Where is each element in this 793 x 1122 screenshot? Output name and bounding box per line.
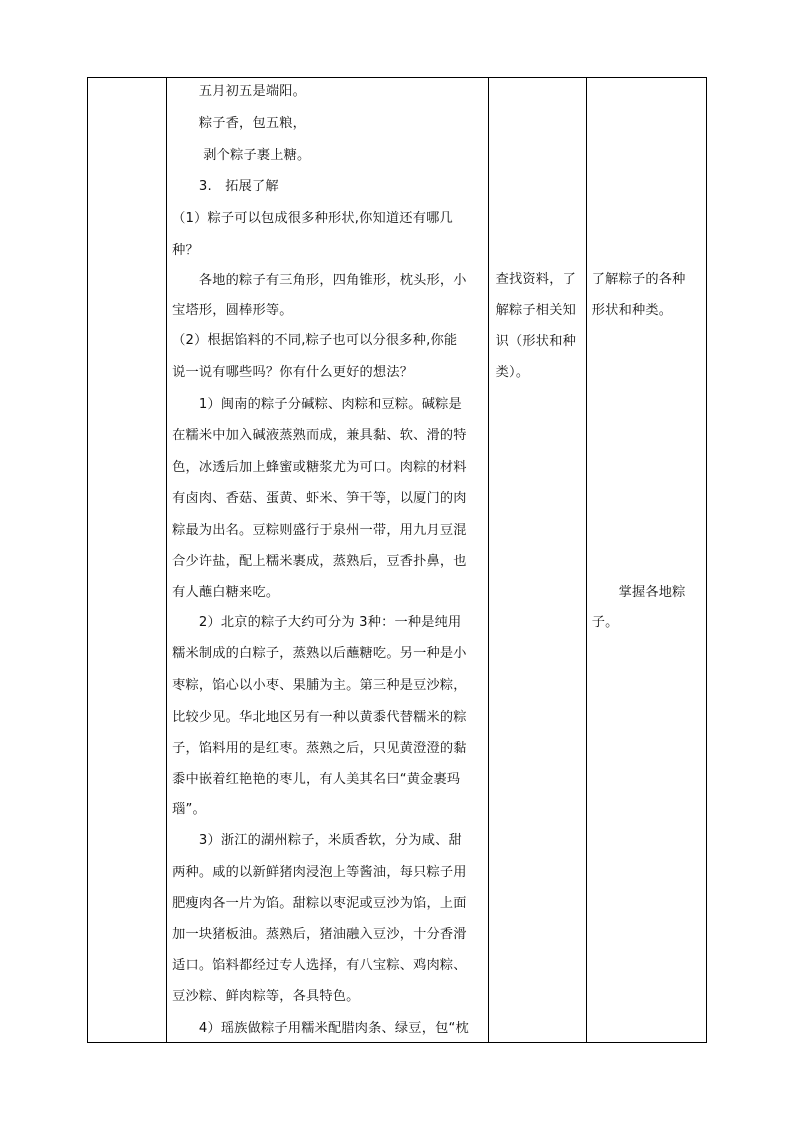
- intent-line: 了解粽子的各种: [591, 272, 686, 287]
- content-line: 糯米制成的白粽子，蒸熟以后蘸糖吃。另一种是小: [172, 646, 467, 661]
- teaching-content-cell: [167, 78, 489, 1043]
- content-line: 粽最为出名。豆粽则盛行于泉州一带，用九月豆混: [172, 523, 467, 538]
- content-line: 豆沙粽、鲜肉粽等，各具特色。: [172, 989, 360, 1004]
- content-line: 加一块猪板油。蒸熟后，猪油融入豆沙，十分香滑: [172, 927, 467, 942]
- content-line: 粽子香，包五粮，: [172, 116, 306, 131]
- content-line: 4）瑶族做粽子用糯米配腊肉条、绿豆，包“枕: [172, 1021, 469, 1036]
- content-line: 子，馅料用的是红枣。蒸熟之后，只见黄澄澄的黏: [172, 741, 467, 756]
- activity-line: 解粽子相关知: [495, 303, 576, 318]
- content-line: 五月初五是端阳。: [172, 84, 306, 99]
- activity-line: 查找资料，了: [495, 272, 576, 287]
- content-line: 1）闽南的粽子分碱粽、肉粽和豆粽。碱粽是: [172, 397, 462, 412]
- student-activity-cell: [488, 78, 586, 1043]
- content-line: 3）浙江的湖州粽子，米质香软，分为咸、甜: [172, 833, 462, 848]
- content-line: （2）根据馅料的不同,粽子也可以分很多种,你能: [172, 333, 458, 348]
- content-line: 枣粽，馅心以小枣、果脯为主。第三种是豆沙粽，: [172, 678, 467, 693]
- lesson-plan-table: [87, 77, 707, 1043]
- content-line: 种？: [172, 243, 199, 258]
- content-line: 合少许盐，配上糯米裹成，蒸熟后，豆香扑鼻，也: [172, 554, 467, 569]
- stage-cell: [88, 78, 167, 1043]
- content-line: 两种。咸的以新鲜猪肉浸泡上等酱油，每只粽子用: [172, 865, 467, 880]
- content-line: 在糯米中加入碱液蒸熟而成，兼具黏、软、滑的特: [172, 428, 467, 443]
- content-line: 剥个粽子裹上糖。: [172, 148, 311, 163]
- intent-line: 掌握各地粽: [591, 585, 686, 600]
- content-line: 有卤肉、香菇、蛋黄、虾米、笋干等，以厦门的肉: [172, 491, 467, 506]
- content-line: （1）粽子可以包成很多种形状,你知道还有哪几: [172, 211, 453, 226]
- content-line: 色，冰透后加上蜂蜜或糖浆尤为可口。肉粽的材料: [172, 460, 467, 475]
- content-line: 各地的粽子有三角形，四角锥形，枕头形，小: [172, 273, 467, 288]
- intent-line: 形状和种类。: [591, 303, 673, 318]
- content-line: 2）北京的粽子大约可分为 3种：一种是纯用: [172, 615, 462, 630]
- design-intent-cell: [586, 78, 706, 1043]
- activity-line: 类）。: [495, 365, 530, 380]
- content-line: 适口。馅料都经过专人选择，有八宝粽、鸡肉粽、: [172, 958, 467, 973]
- content-line: 瑙”。: [172, 802, 206, 817]
- content-line: 宝塔形，圆棒形等。: [172, 303, 293, 318]
- intent-line: 子。: [591, 615, 619, 630]
- content-line: 3. 拓展了解: [172, 179, 279, 194]
- activity-line: 识（形状和种: [495, 334, 576, 349]
- content-line: 说一说有哪些吗？你有什么更好的想法？: [172, 365, 414, 380]
- content-line: 肥瘦肉各一片为馅。甜粽以枣泥或豆沙为馅，上面: [172, 896, 467, 911]
- content-line: 比较少见。华北地区另有一种以黄黍代替糯米的粽: [172, 710, 467, 725]
- content-line: 有人蘸白糖来吃。: [172, 585, 280, 600]
- table-row: [88, 78, 707, 1043]
- content-line: 黍中嵌着红艳艳的枣儿，有人美其名曰“黄金裹玛: [172, 772, 461, 787]
